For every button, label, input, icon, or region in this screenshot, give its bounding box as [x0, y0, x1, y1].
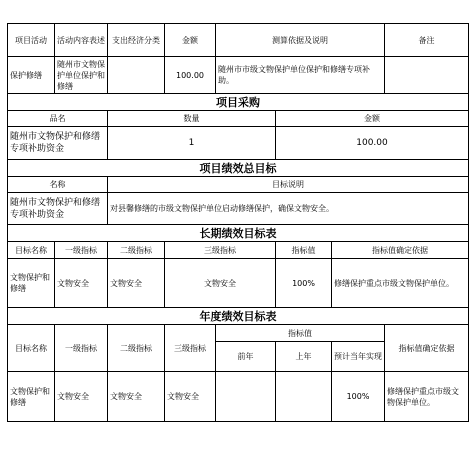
annual-header-value: 指标值 — [216, 325, 385, 342]
procurement-header-amount: 金额 — [276, 111, 469, 127]
overall-goal-header-desc: 目标说明 — [108, 177, 469, 193]
header-basis: 测算依据及说明 — [216, 24, 385, 57]
annual-l3: 文物安全 — [165, 372, 216, 422]
header-amount: 金额 — [165, 24, 216, 57]
header-content: 活动内容表述 — [55, 24, 108, 57]
annual-title: 年度绩效目标表 — [8, 308, 469, 325]
procurement-title-row — [8, 94, 469, 111]
note-cell — [385, 57, 469, 94]
long-term-header-l2: 二级指标 — [108, 242, 165, 259]
annual-l1: 文物安全 — [55, 372, 108, 422]
procurement-title: 项目采购 — [8, 94, 469, 111]
annual-name: 文物保护和修缮 — [8, 372, 55, 422]
annual-header-row-1 — [8, 325, 469, 342]
overall-goal-header-name: 名称 — [8, 177, 108, 193]
overall-goal-name: 随州市文物保护和修缮专项补助资金 — [8, 193, 108, 225]
procurement-amount: 100.00 — [276, 127, 469, 160]
annual-header-last: 上年 — [276, 342, 332, 372]
long-term-header-row — [8, 242, 469, 259]
procurement-name: 随州市文物保护和修缮专项补助资金 — [8, 127, 108, 160]
annual-title-row — [8, 308, 469, 325]
procurement-header-qty: 数量 — [108, 111, 276, 127]
amount-cell: 100.00 — [165, 57, 216, 94]
long-term-header-l1: 一级指标 — [55, 242, 108, 259]
annual-row — [8, 372, 469, 422]
annual-header-l3: 三级指标 — [165, 325, 216, 372]
overall-goal-title-row — [8, 160, 469, 177]
annual-header-expected: 预计当年实现 — [332, 342, 385, 372]
activity-cell: 保护修缮 — [8, 57, 55, 94]
long-term-header-value: 指标值 — [276, 242, 332, 259]
activity-row — [8, 57, 469, 94]
annual-header-name: 目标名称 — [8, 325, 55, 372]
annual-l2: 文物安全 — [108, 372, 165, 422]
content-cell: 随州市文物保护单位保护和修缮 — [55, 57, 108, 94]
budget-table — [7, 23, 469, 422]
annual-header-prev: 前年 — [216, 342, 276, 372]
long-term-row — [8, 259, 469, 308]
header-category: 支出经济分类 — [108, 24, 165, 57]
overall-goal-title: 项目绩效总目标 — [8, 160, 469, 177]
annual-expected: 100% — [332, 372, 385, 422]
activity-header-row — [8, 24, 469, 57]
basis-cell: 随州市市级文物保护单位保护和修缮专项补助。 — [216, 57, 385, 94]
overall-goal-desc: 对县馨修缮的市级文物保护单位启动修缮保护，确保文物安全。 — [108, 193, 469, 225]
long-term-l3: 文物安全 — [165, 259, 276, 308]
category-cell — [108, 57, 165, 94]
long-term-basis: 修缮保护重点市级文物保护单位。 — [332, 259, 469, 308]
procurement-header-row — [8, 111, 469, 127]
long-term-header-name: 目标名称 — [8, 242, 55, 259]
long-term-title-row — [8, 225, 469, 242]
overall-goal-row — [8, 193, 469, 225]
annual-last — [276, 372, 332, 422]
long-term-value: 100% — [276, 259, 332, 308]
long-term-l1: 文物安全 — [55, 259, 108, 308]
long-term-header-basis: 指标值确定依据 — [332, 242, 469, 259]
long-term-l2: 文物安全 — [108, 259, 165, 308]
long-term-title: 长期绩效目标表 — [8, 225, 469, 242]
long-term-name: 文物保护和修缮 — [8, 259, 55, 308]
procurement-row — [8, 127, 469, 160]
procurement-header-name: 品名 — [8, 111, 108, 127]
annual-prev — [216, 372, 276, 422]
procurement-qty: 1 — [108, 127, 276, 160]
long-term-header-l3: 三级指标 — [165, 242, 276, 259]
annual-header-l1: 一级指标 — [55, 325, 108, 372]
annual-header-l2: 二级指标 — [108, 325, 165, 372]
budget-sheet — [7, 23, 468, 422]
header-note: 备注 — [385, 24, 469, 57]
annual-basis: 修缮保护重点市级文物保护单位。 — [385, 372, 469, 422]
annual-header-basis: 指标值确定依据 — [385, 325, 469, 372]
overall-goal-header-row — [8, 177, 469, 193]
header-activity: 项目活动 — [8, 24, 55, 57]
